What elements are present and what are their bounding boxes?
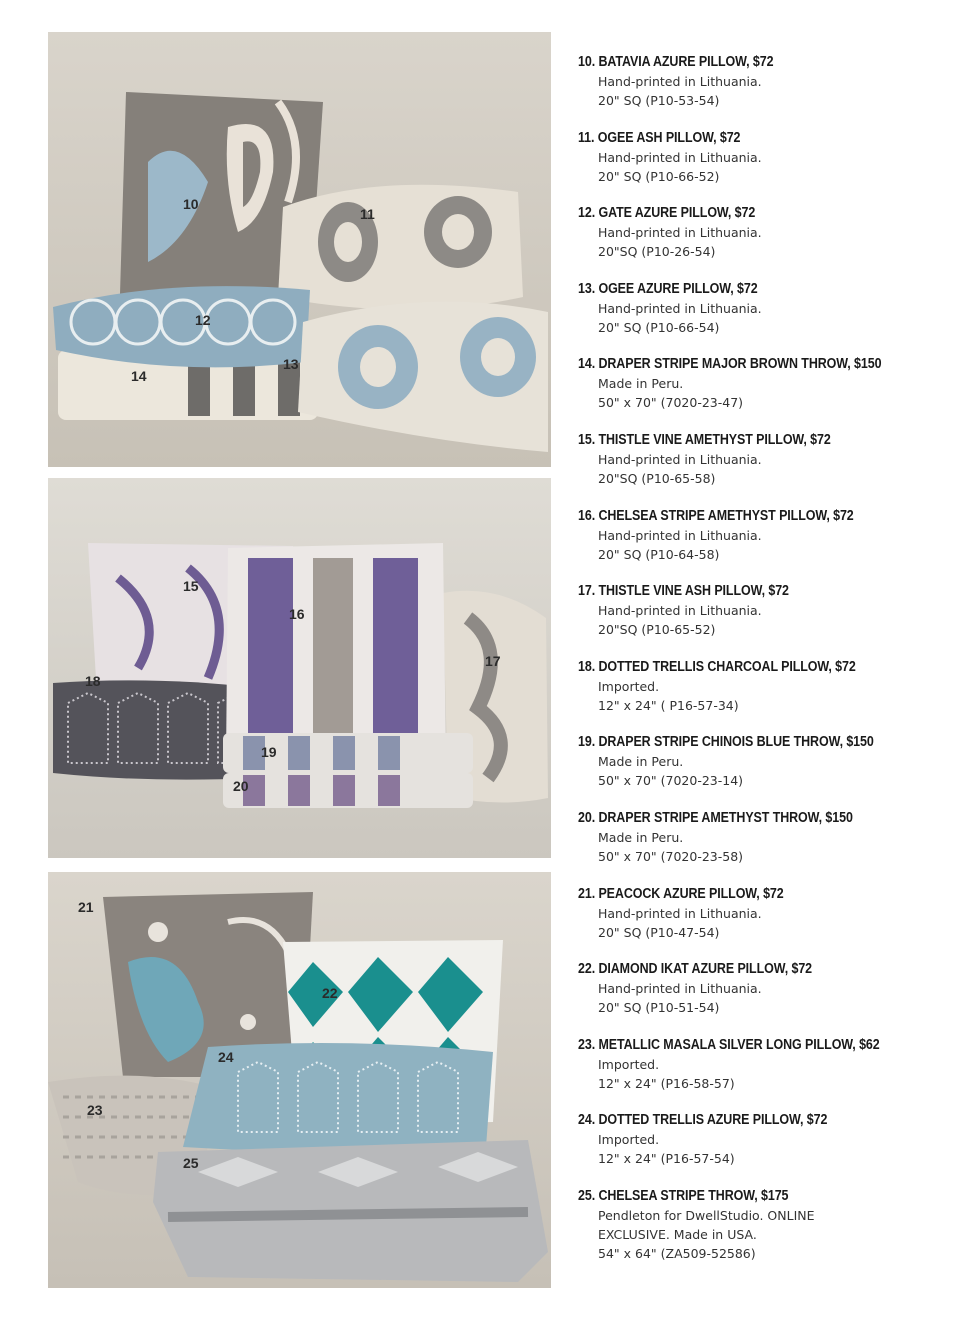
- label-12: 12: [195, 312, 211, 328]
- product-origin: Hand-printed in Lithuania.: [598, 451, 762, 467]
- product-19: [578, 732, 950, 808]
- product-14: [578, 354, 950, 430]
- label-13: 13: [283, 356, 299, 372]
- throw-25: [153, 1140, 548, 1282]
- product-origin: Hand-printed in Lithuania.: [598, 300, 762, 316]
- label-24: 24: [218, 1049, 234, 1065]
- product-title: 15. THISTLE VINE AMETHYST PILLOW, $72: [578, 431, 831, 448]
- product-title: 16. CHELSEA STRIPE AMETHYST PILLOW, $72: [578, 507, 854, 524]
- product-title: 14. DRAPER STRIPE MAJOR BROWN THROW, $150: [578, 356, 882, 373]
- product-photo-peacock-ikat: [48, 872, 551, 1288]
- product-title: 22. DIAMOND IKAT AZURE PILLOW, $72: [578, 961, 813, 978]
- product-origin: Hand-printed in Lithuania.: [598, 74, 762, 89]
- product-origin: Made in Peru.: [598, 376, 684, 392]
- product-origin: Made in Peru.: [598, 754, 684, 770]
- product-origin: Hand-printed in Lithuania.: [598, 905, 762, 921]
- product-21: [578, 884, 950, 960]
- product-12: [578, 203, 950, 279]
- product-title: 10. BATAVIA AZURE PILLOW, $72: [578, 54, 774, 70]
- product-size-sku: 12" x 24" (P16-58-57): [598, 1075, 735, 1091]
- product-23: [578, 1035, 950, 1111]
- label-14: 14: [131, 368, 147, 384]
- product-17: [578, 581, 950, 657]
- product-25: [578, 1186, 950, 1276]
- product-size-sku: 50" x 70" (7020-23-14): [598, 773, 744, 789]
- product-size-sku: 20"SQ (P10-26-54): [598, 244, 716, 260]
- label-11: 11: [360, 206, 375, 222]
- product-title: 17. THISTLE VINE ASH PILLOW, $72: [578, 583, 789, 600]
- product-16: [578, 506, 950, 582]
- product-size-sku: 12" x 24" ( P16-57-34): [598, 697, 739, 713]
- product-10: [578, 52, 950, 128]
- product-origin: Hand-printed in Lithuania.: [598, 149, 762, 165]
- label-25: 25: [183, 1155, 199, 1171]
- product-size-sku: 20" SQ (P10-47-54): [598, 924, 720, 940]
- product-photo-amethyst: [48, 478, 551, 858]
- product-24: [578, 1110, 950, 1186]
- product-title: 20. DRAPER STRIPE AMETHYST THROW, $150: [578, 809, 853, 826]
- product-origin: Hand-printed in Lithuania.: [598, 981, 762, 997]
- product-size-sku: 20" SQ (P10-51-54): [598, 1000, 720, 1016]
- product-title: 25. CHELSEA STRIPE THROW, $175: [578, 1187, 789, 1204]
- product-size-sku: 12" x 24" (P16-57-54): [598, 1151, 735, 1167]
- product-title: 19. DRAPER STRIPE CHINOIS BLUE THROW, $150: [578, 734, 874, 751]
- product-11: [578, 128, 950, 204]
- pillow-photo-2: [48, 478, 551, 858]
- product-origin: Hand-printed in Lithuania.: [598, 225, 762, 241]
- product-origin: Hand-printed in Lithuania.: [598, 527, 762, 543]
- product-origin-2: EXCLUSIVE. Made in USA.: [598, 1226, 757, 1242]
- label-20: 20: [233, 778, 249, 794]
- product-20: [578, 808, 950, 884]
- product-origin: Made in Peru.: [598, 829, 684, 845]
- label-19: 19: [261, 744, 277, 760]
- product-list: [578, 52, 950, 1276]
- product-origin: Imported.: [598, 1056, 660, 1072]
- product-size-sku: 50" x 70" (7020-23-47): [598, 395, 744, 411]
- product-size-sku: 20" SQ (P10-64-58): [598, 546, 720, 562]
- product-size-sku: 50" x 70" (7020-23-58): [598, 848, 744, 864]
- product-origin: Imported.: [598, 678, 660, 694]
- product-origin: Pendleton for DwellStudio. ONLINE: [598, 1207, 815, 1223]
- product-15: [578, 430, 950, 506]
- product-size-sku: 20" SQ (P10-66-52): [598, 168, 720, 184]
- label-10: 10: [183, 196, 199, 212]
- product-title: 21. PEACOCK AZURE PILLOW, $72: [578, 885, 784, 902]
- product-title: 23. METALLIC MASALA SILVER LONG PILLOW, $62: [578, 1036, 880, 1053]
- label-23: 23: [87, 1102, 103, 1118]
- label-15: 15: [183, 578, 199, 594]
- label-21: 21: [78, 899, 94, 915]
- pillow-photo-3: [48, 872, 551, 1288]
- product-photo-azure-ash: [48, 32, 551, 467]
- product-size-sku: 20" SQ (P10-53-54): [598, 93, 720, 108]
- label-16: 16: [289, 606, 305, 622]
- product-18: [578, 657, 950, 733]
- label-17: 17: [485, 653, 501, 669]
- product-size-sku: 20"SQ (P10-65-58): [598, 470, 716, 486]
- product-size-sku: 20" SQ (P10-66-54): [598, 319, 720, 335]
- product-title: 11. OGEE ASH PILLOW, $72: [578, 129, 741, 146]
- product-22: [578, 959, 950, 1035]
- product-title: 24. DOTTED TRELLIS AZURE PILLOW, $72: [578, 1112, 828, 1129]
- product-title: 13. OGEE AZURE PILLOW, $72: [578, 280, 758, 297]
- product-size-sku: 20"SQ (P10-65-52): [598, 622, 716, 638]
- pillow-photo-1: [48, 32, 551, 467]
- product-origin: Imported.: [598, 1132, 660, 1148]
- product-origin: Hand-printed in Lithuania.: [598, 603, 762, 619]
- product-title: 12. GATE AZURE PILLOW, $72: [578, 205, 756, 222]
- product-13: [578, 279, 950, 355]
- product-title: 18. DOTTED TRELLIS CHARCOAL PILLOW, $72: [578, 658, 856, 675]
- product-size-sku: 54" x 64" (ZA509-52586): [598, 1245, 756, 1261]
- label-18: 18: [85, 673, 101, 689]
- pillow-11: [278, 185, 523, 310]
- label-22: 22: [322, 985, 338, 1001]
